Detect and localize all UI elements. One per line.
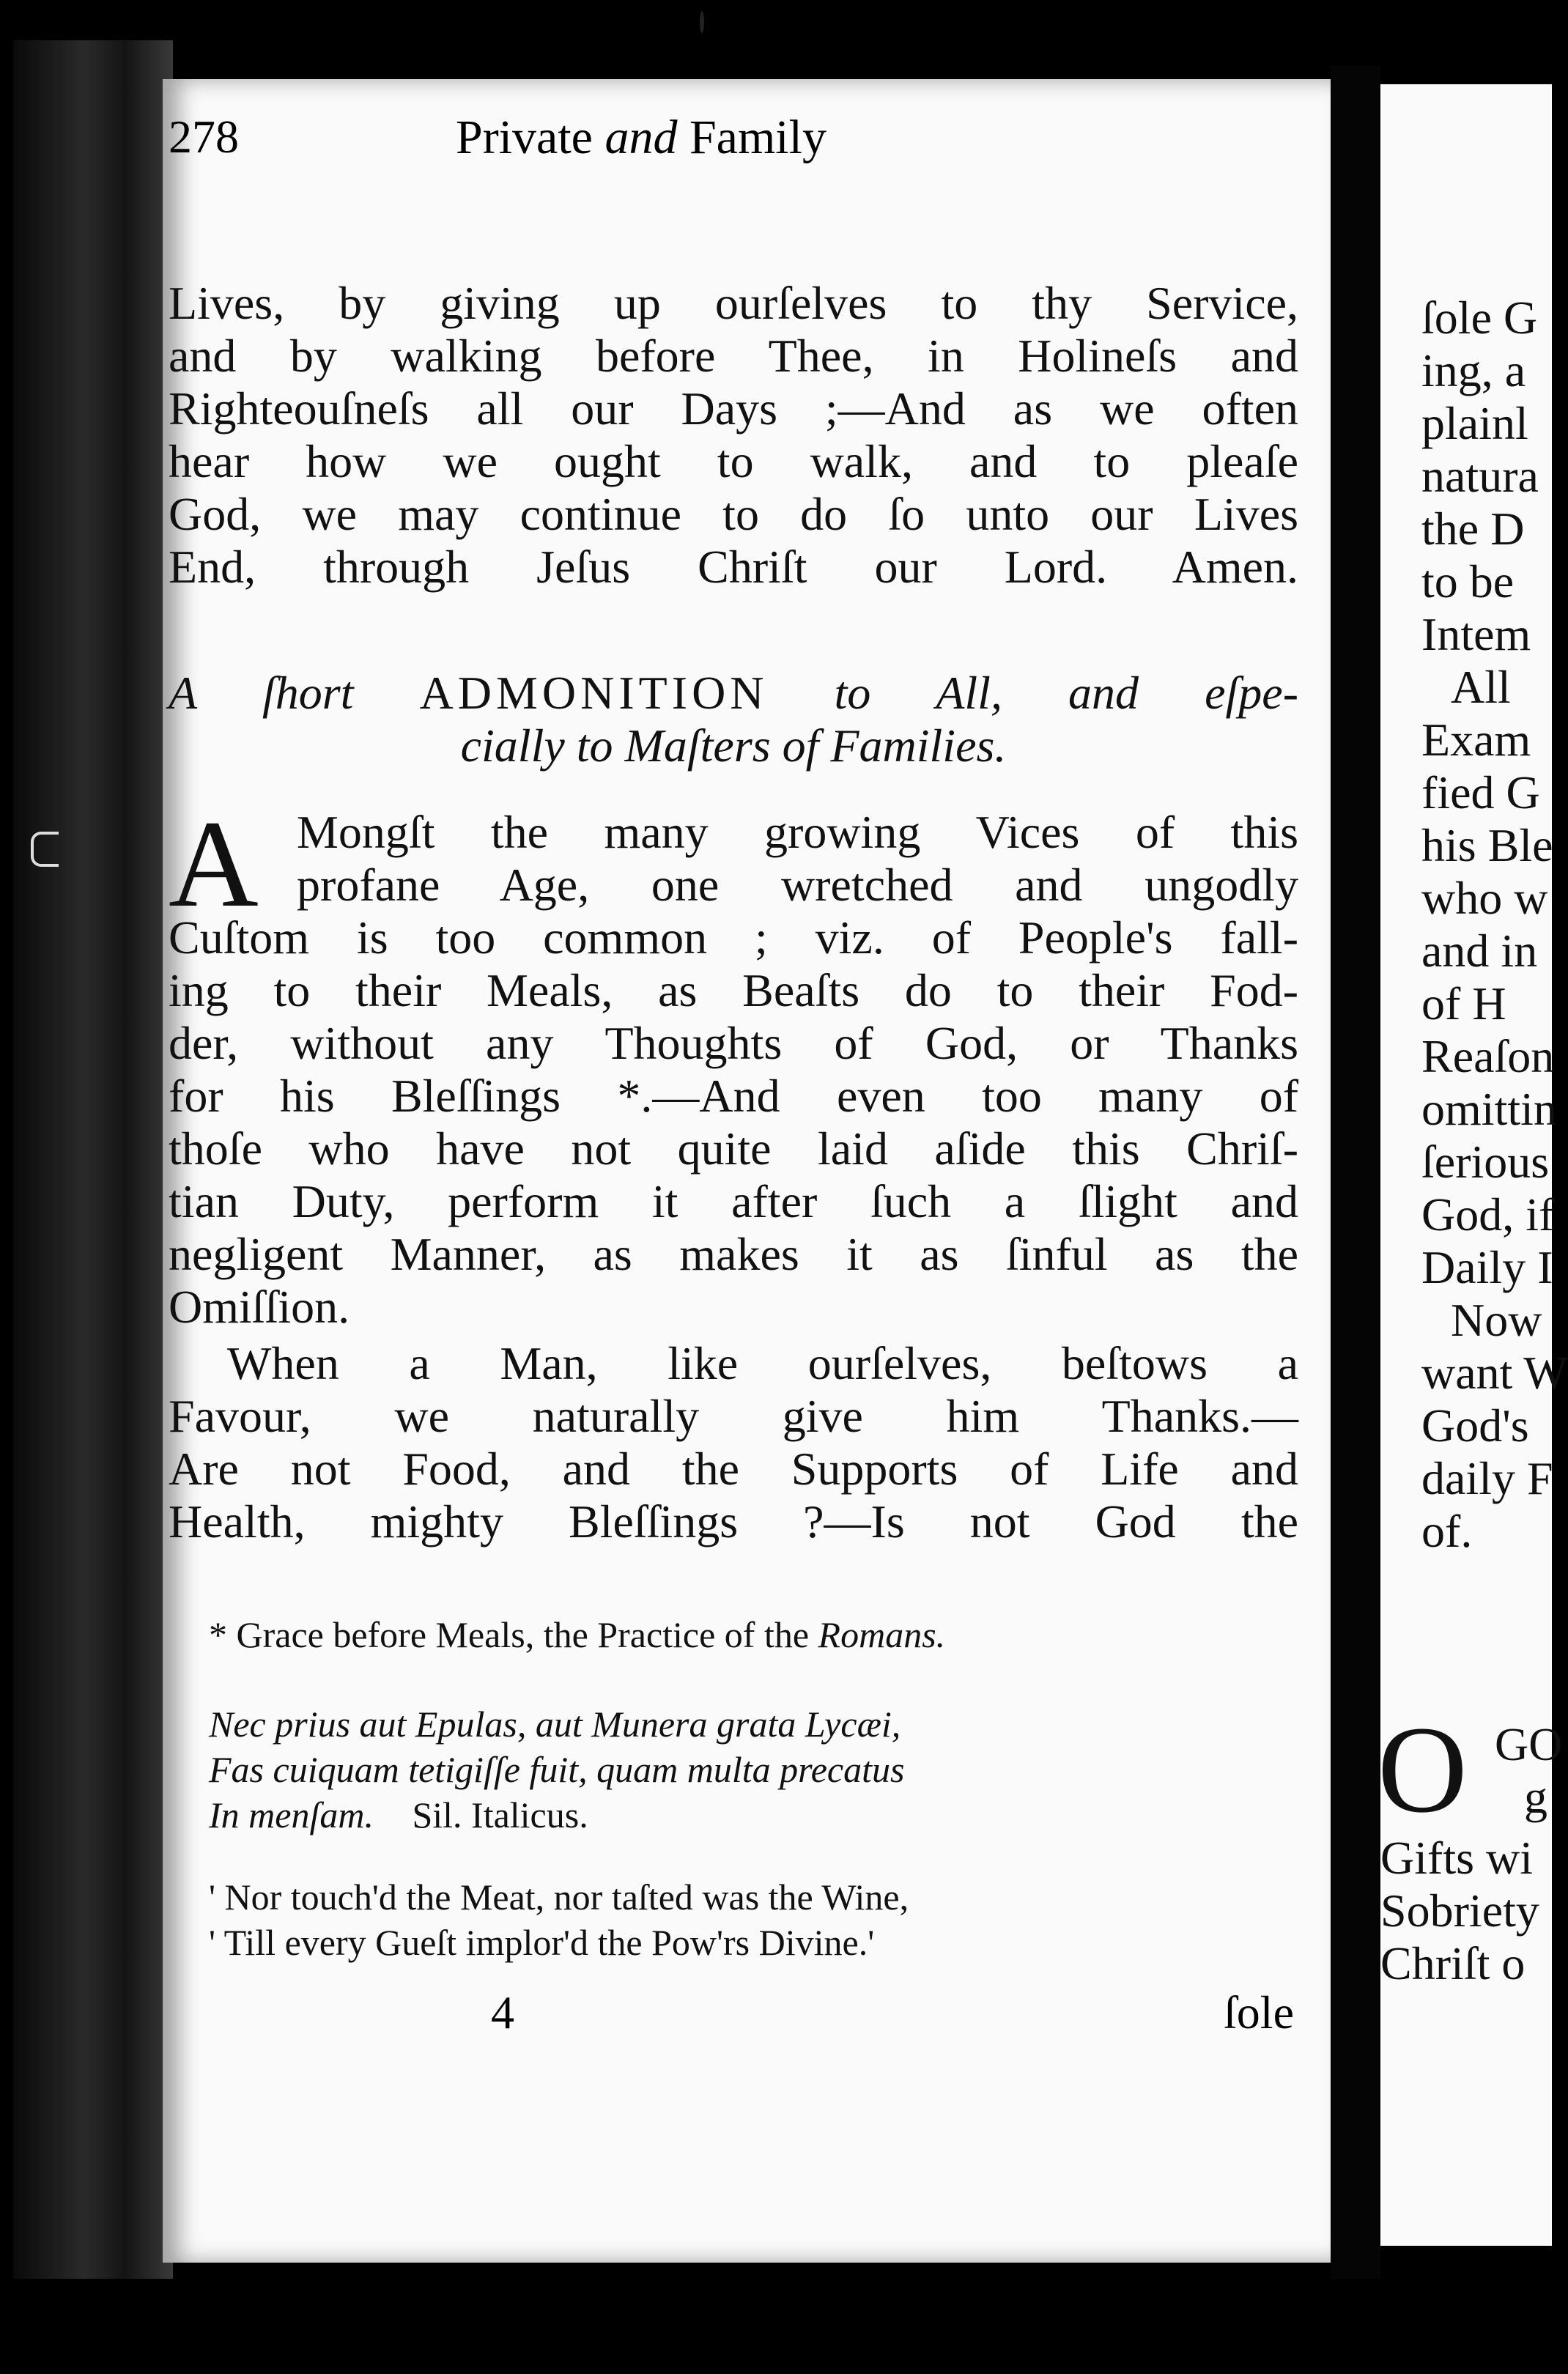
section-heading [169,667,1298,772]
page-header [169,110,1114,176]
text-line: and by walking before Thee, in Holineſs and [169,330,1298,382]
text-line: God, we may continue to do ſo unto our Lives [169,488,1298,540]
page-gutter [1331,66,1380,2279]
text-line: Are not Food, and the Supports of Life and [169,1443,1298,1495]
text-line: ing to their Meals, as Beaſts do to their Fod- [169,964,1298,1016]
text-line: thoſe who have not quite laid aſide this Chriſ- [169,1123,1298,1175]
right-page-text: ſole G ing, a plainl natura the D to be Intem All Exam fied G his Ble who w and in of H Reaſon omittin ſerious God, if Daily I Now want W God's daily F of. [1421,292,1568,1557]
admonition-paragraph-1 [169,795,1298,1334]
drop-cap: A [169,795,259,933]
latin-source: Sil. Italicus. [412,1794,588,1835]
heading-line-1: A ſhort ADMONITION to All, and eſpe- [169,667,1298,719]
text-line: Cuſtom is too common ; viz. of People's fall- [169,911,1298,964]
text-line: Lives, by giving up ourſelves to thy Service, [169,277,1298,329]
text-line: negligent Manner, as makes it as ſinful as the [169,1228,1298,1280]
admonition-paragraph-2 [169,1337,1298,1548]
running-head-part1: Private [456,111,593,164]
text-line: When a Man, like ourſelves, beſtows a [227,1337,1298,1389]
text-line: for his Bleſſings *.—And even too many of [169,1070,1298,1122]
signature-mark: 4 [491,1986,514,2038]
text-line: tian Duty, perform it after ſuch a ſlight and [169,1175,1298,1227]
text-line: End, through Jeſus Chriſt our Lord. Amen. [169,541,1298,593]
text-line: Righteouſneſs all our Days ;—And as we often [169,382,1298,435]
text-line: Mongſt the many growing Vices of this [297,806,1298,858]
footnote-title: * Grace before Meals, the Practice of the Romans. [209,1614,946,1655]
text-line: der, without any Thoughts of God, or Thanks [169,1017,1298,1069]
text-line: profane Age, one wretched and ungodly [297,859,1298,911]
book-binding [13,40,173,2279]
running-head-part3: Family [689,111,826,164]
running-head [169,110,1114,166]
english-verse-line: ' Nor touch'd the Meat, nor taſted was the Wine, [209,1876,909,1918]
text-line: Omiſſion. [169,1281,350,1333]
latin-verse-line: In menſam. Sil. Italicus. [209,1794,588,1835]
heading-line-2: cially to Maſters of Families. [460,720,1007,772]
footnote [169,1612,1298,1965]
running-head-part2: and [604,111,678,164]
film-speck [700,11,704,33]
text-line: hear how we ought to walk, and to pleaſe [169,435,1298,487]
text-line: Favour, we naturally give him Thanks.— [169,1390,1298,1442]
catchword: ſole [1224,1986,1294,2038]
opening-paragraph [169,277,1298,594]
page-number: 278 [169,111,239,163]
binding-clip [31,832,59,867]
latin-verse-line: Fas cuiquam tetigiſſe fuit, quam multa precatus [209,1749,905,1790]
right-page-drop-cap: O [1377,1701,1468,1838]
right-page-text-bottom-2: Gifts wi Sobriety Chriſt o [1380,1832,1539,1989]
latin-verse-line: Nec prius aut Epulas, aut Munera grata Lycæi, [209,1704,901,1745]
right-page-text-bottom: GO g [1495,1718,1563,1823]
text-line: Health, mighty Bleſſings ?—Is not God the [169,1495,1298,1547]
english-verse-line: ' Till every Gueſt implor'd the Pow'rs Divine.' [209,1922,875,1963]
